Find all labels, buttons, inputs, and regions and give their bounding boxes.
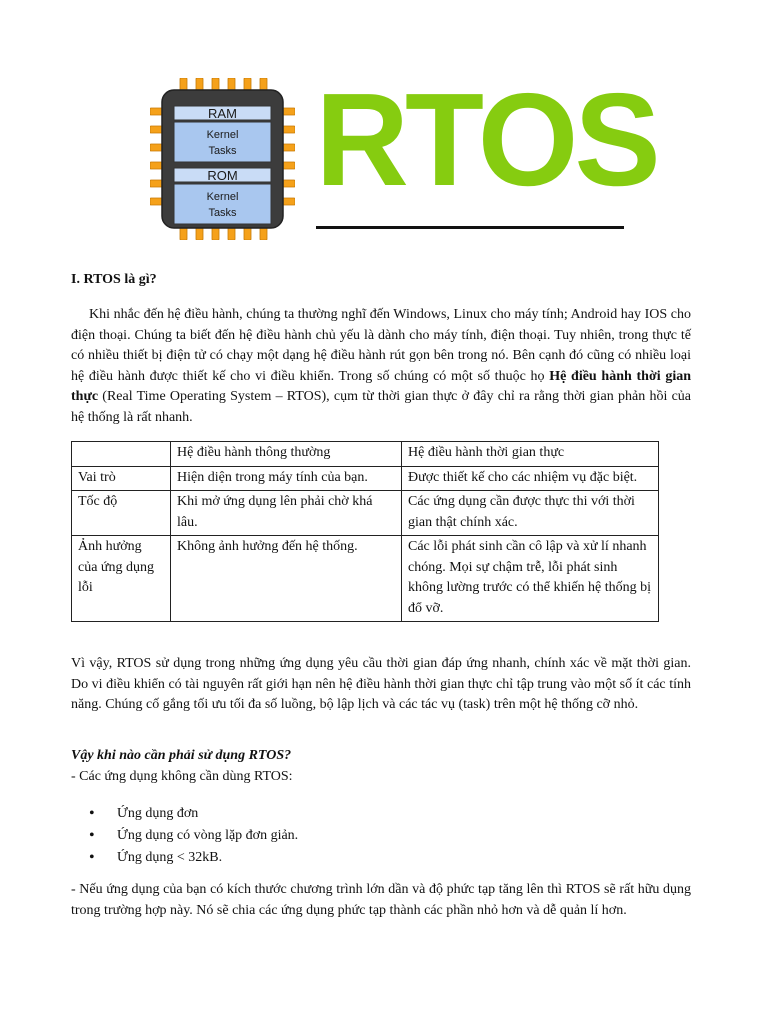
- table-cell: Hiện diện trong máy tính của bạn.: [171, 466, 402, 491]
- rtos-logo-text: RTOS: [315, 66, 657, 213]
- table-row: [72, 466, 659, 491]
- no-rtos-intro: - Các ứng dụng không cần dùng RTOS:: [71, 769, 293, 784]
- table-header-row: [72, 442, 659, 467]
- rom-label: ROM: [207, 168, 238, 183]
- table-header-cell: Hệ điều hành thời gian thực: [402, 442, 659, 467]
- section-heading: I. RTOS là gì?: [71, 272, 157, 287]
- table-cell: Vai trò: [72, 466, 171, 491]
- summary-paragraph: Vì vậy, RTOS sử dụng trong những ứng dụng yêu cầu thời gian đáp ứng nhanh, chính xác về mặt thời gian. Do vi điều khiển có tài nguyên rất giới hạn nên hệ điều hành thời gian thực chỉ tập trung vào một số ít các tính năng. Chúng cố gắng tối ưu tối đa số luồng, bộ lập lịch và các tác vụ (task) trên một hệ thống cỡ nhỏ.: [71, 656, 691, 712]
- table-row: [72, 491, 659, 536]
- rtos-logo: [150, 66, 657, 240]
- rom-tasks-label: Tasks: [208, 207, 237, 219]
- rom-kernel-label: Kernel: [206, 191, 239, 203]
- ram-kernel-label: Kernel: [206, 129, 239, 141]
- no-rtos-list: [71, 803, 298, 869]
- table-cell: Các lỗi phát sinh cần cô lập và xử lí nhanh chóng. Mọi sự chậm trễ, lỗi phát sinh không lường trước có thể khiến hệ thống bị đổ vỡ.: [402, 536, 659, 622]
- logo-underline: [316, 226, 624, 229]
- table-cell: Không ảnh hưởng đến hệ thống.: [171, 536, 402, 622]
- ram-tasks-label: Tasks: [208, 145, 237, 157]
- ram-label: RAM: [208, 106, 237, 121]
- closing-paragraph: - Nếu ứng dụng của bạn có kích thước chương trình lớn dần và độ phức tạp tăng lên thì RTOS sẽ rất hữu dụng trong trường hợp này. Nó sẽ chia các ứng dụng phức tạp thành các phần nhỏ hơn và dễ quản lí hơn.: [71, 882, 691, 918]
- table-header-cell: Hệ điều hành thông thường: [171, 442, 402, 467]
- comparison-table: [71, 441, 659, 622]
- table-cell: Ảnh hưởng của ứng dụng lỗi: [72, 536, 171, 622]
- table-cell: Khi mở ứng dụng lên phải chờ khá lâu.: [171, 491, 402, 536]
- table-row: [72, 536, 659, 622]
- table-header-cell: [72, 442, 171, 467]
- intro-text-2: (Real Time Operating System – RTOS), cụm từ thời gian thực ở đây chỉ ra rằng thời gian phản hồi của hệ thống là rất nhanh.: [71, 389, 691, 425]
- table-cell: Các ứng dụng cần được thực thi với thời gian thật chính xác.: [402, 491, 659, 536]
- intro-paragraph: [71, 305, 691, 428]
- list-item: • Ứng dụng < 32kB.: [71, 847, 298, 869]
- list-item: • Ứng dụng có vòng lặp đơn giản.: [71, 825, 298, 847]
- list-item: • Ứng dụng đơn: [71, 803, 298, 825]
- intro-bold-term: Hệ điều hành thời gian thực: [71, 368, 691, 404]
- intro-text-1: Khi nhắc đến hệ điều hành, chúng ta thường nghĩ đến Windows, Linux cho máy tính; Android hay IOS cho điện thoại. Chúng ta biết đến hệ điều hành chủ yếu là dành cho máy tính, điện thoại. Tuy nhiên, trong thực tế có nhiều thiết bị điện tử có chạy một dạng hệ điều hành rút gọn bên trong nó. Bên cạnh đó cũng có nhiều loại hệ điều hành được thiết kế cho vi điều khiển. Trong số chúng có một số thuộc họ: [71, 307, 691, 384]
- microcontroller-chip-icon: [150, 78, 295, 240]
- question-heading: Vậy khi nào cần phải sử dụng RTOS?: [71, 748, 292, 763]
- table-cell: Được thiết kế cho các nhiệm vụ đặc biệt.: [402, 466, 659, 491]
- table-cell: Tốc độ: [72, 491, 171, 536]
